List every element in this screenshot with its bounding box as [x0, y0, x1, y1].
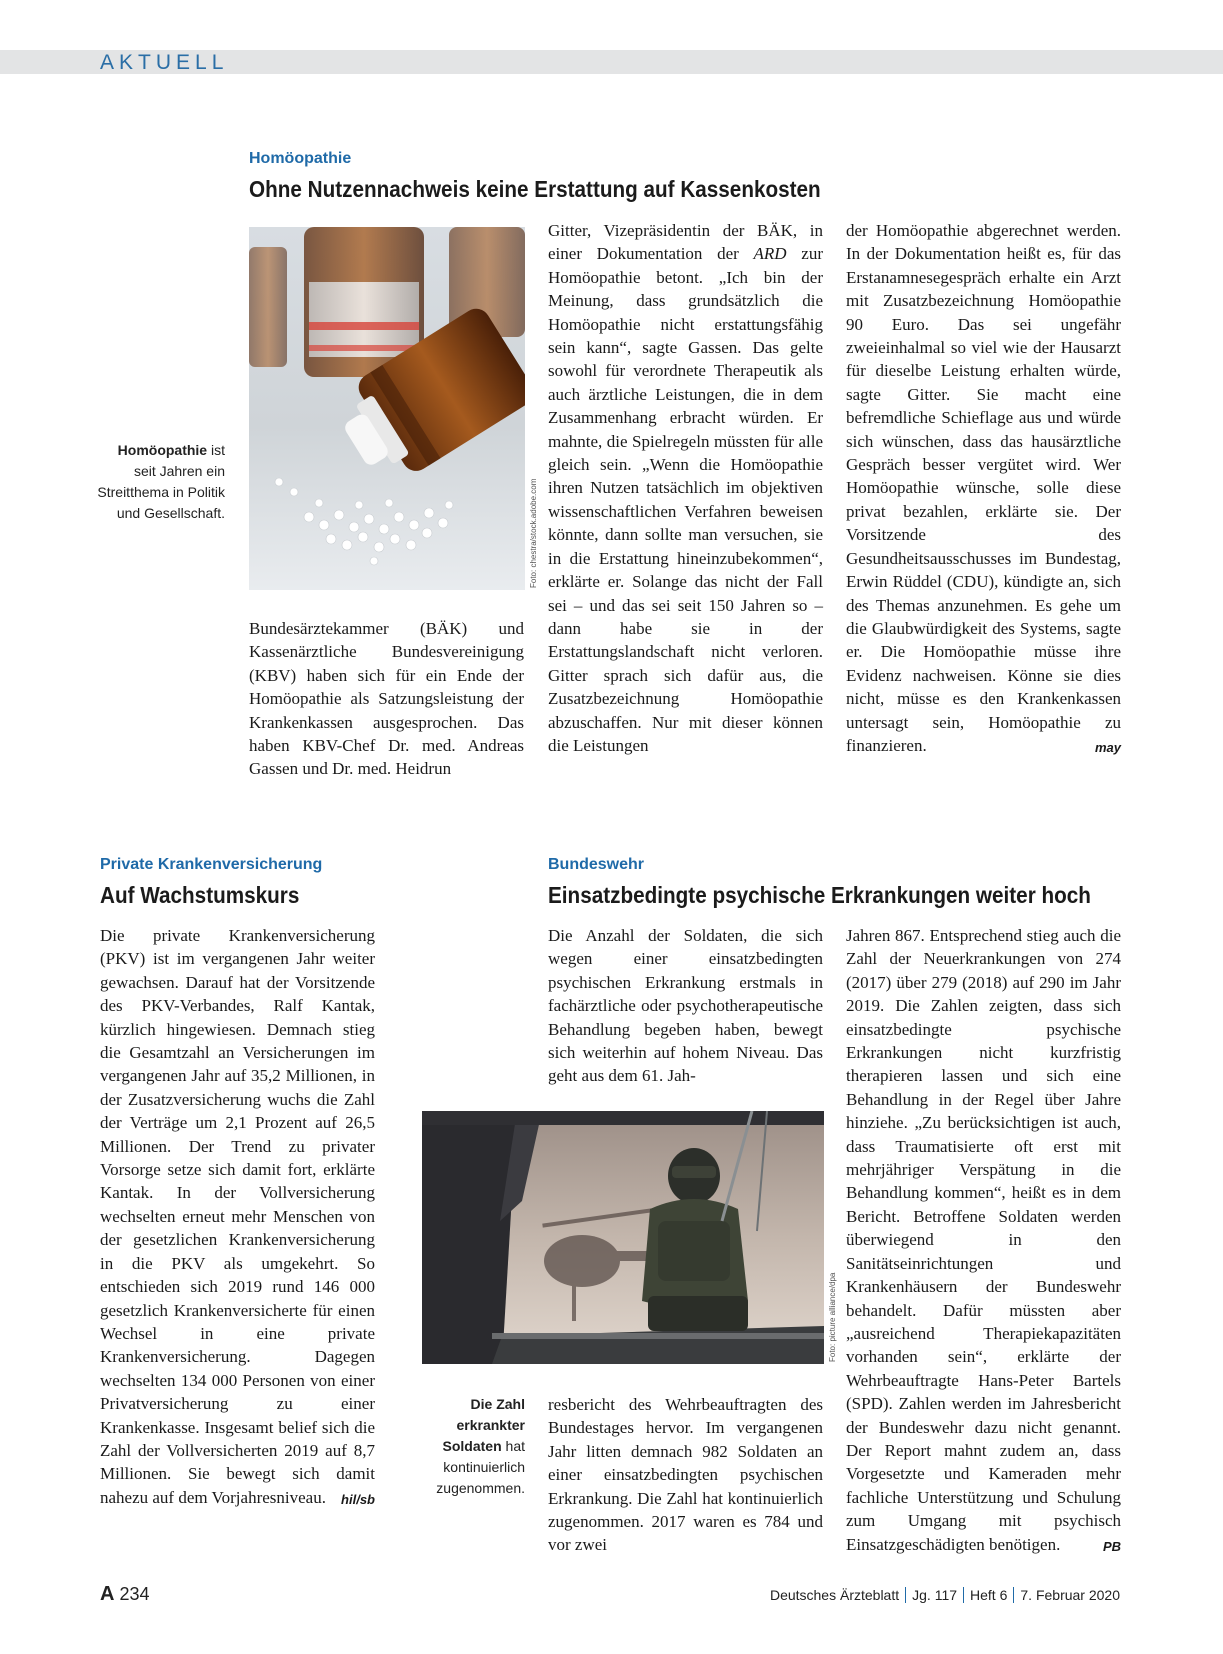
article1-col3-paragraph [846, 219, 1121, 757]
article1-col2-text-a: Gitter, Vizepräsidentin der BÄK, in einer Dokumentation der [548, 221, 823, 264]
article3-col1-top-text: Die Anzahl der Soldaten, die sich wegen einer einsatzbedingten psychischen Erkrankung erstmals in fachärztliche oder psychotherapeutische Behandlung begeben haben, bewegt sich weiterhin auf hohem Niveau. Das geht aus dem 61. Jah- [548, 926, 823, 1086]
separator [1013, 1587, 1014, 1603]
page-prefix: A [100, 1583, 115, 1605]
caption-bold: Homöopathie [117, 442, 208, 458]
article3-col2-paragraph [846, 924, 1121, 1556]
article3-col1-bottom-text: resbericht des Wehrbeauftragten des Bundestages hervor. Im vergangenen Jahr litten demnach 982 Soldaten an einer einsatzbedingten psychischen Erkrankung. Die Zahl hat kontinuierlich zugenommen. 2017 waren es 784 und vor zwei [548, 1395, 823, 1555]
article1-headline: Ohne Nutzennachweis keine Erstattung auf Kassenkosten [249, 176, 821, 202]
article1-caption [95, 440, 225, 524]
article1-col1-text: Bundesärztekammer (BÄK) und Kassenärztliche Bundesvereinigung (KBV) haben sich für ein Ende der Homöopathie als Satzungsleistung der Krankenkassen ausgesprochen. Das haben KBV-Chef Dr. med. Andreas Gassen und Dr. med. Heidrun [249, 619, 524, 779]
page-number [100, 1583, 150, 1606]
article3-column-1-top [548, 924, 823, 1088]
article2-column [100, 924, 375, 1511]
soldier-photo [422, 1111, 824, 1364]
journal-date: 7. Februar 2020 [1020, 1587, 1120, 1603]
journal-issue: Heft 6 [970, 1587, 1008, 1603]
caption-bold: Die Zahl erkrankter Soldaten [442, 1396, 525, 1454]
article3-column-1-bottom [548, 1393, 823, 1557]
article3-photo-credit: Foto: picture alliance/dpa [828, 1272, 837, 1362]
journal-volume: Jg. 117 [912, 1587, 958, 1603]
separator [963, 1587, 964, 1603]
caption-text: ist seit Jahren ein Streitthema in Politik und Gesellschaft. [97, 442, 225, 521]
article1-column-2 [548, 219, 823, 757]
article1-column-3 [846, 219, 1121, 759]
article1-col2-ard: ARD [753, 244, 787, 264]
article2-paragraph [100, 924, 375, 1509]
article3-col2-text: Jahren 867. Entsprechend stieg auch die Zahl der Neuerkrankungen von 274 (2017) über 279 (2018) auf 290 im Jahr 2019. Die Zahlen zeigten, dass sich einsatzbedingte psychische Erkrankungen nicht kurzfristig therapieren lassen und sich eine Behandlung in der Regel über Jahre hinziehe. „Zu berücksichtigen ist auch, dass Traumatisierte oft erst mit mehrjähriger Verspätung in die Behandlung kommen“, heißt es in dem Bericht. Betroffene Soldaten werden überwiegend in den Sanitätseinrichtungen und Krankenhäusern der Bundeswehr behandelt. Dafür müssten aber „ausreichend Therapiekapazitäten vorhanden sein“, erklärte der Wehrbeauftragte Hans-Peter Bartels (SPD). Zahlen werden im Jahresbericht der Bundeswehr dazu nicht genannt. Der Report mahnt zudem an, dass Vorgesetzte und Kameraden mehr fachliche Unterstützung und Schulung zum Umgang mit psychisch Einsatzgeschädigten benötigen. [846, 926, 1121, 1554]
publication-info [770, 1587, 1120, 1603]
article1-col2-paragraph [548, 219, 823, 757]
separator [905, 1587, 906, 1603]
homeopathy-photo [249, 227, 525, 590]
article1-kicker: Homöopathie [249, 150, 352, 167]
article3-signature: PB [1102, 1538, 1121, 1554]
article1-col3-text: der Homöopathie abgerechnet werden. In der Dokumentation heißt es, für das Erstanamnesegespräch erhalte ein Arzt mit Zusatzbezeichnung Homöopathie 90 Euro. Das sei ungefähr zweieinhalmal so viel wie der Hausarzt für dieselbe Leistung erhalten würde, sagte Gitter. Sie macht eine befremdliche Schieflage aus und würde sich wünschen, dass das hausärztliche Gespräch besser vergütet wird. Wer Homöopathie wünsche, solle diese privat bezahlen, erklärte sie. Der Vorsitzende des Gesundheitsausschusses im Bundestag, Erwin Rüddel (CDU), kündigte an, sich des Themas anzunehmen. Es gehe um die Glaubwürdigkeit des Systems, sagte er. Die Homöopathie müsse ihre Evidenz nachweisen. Könne sie dies nicht, müsse es den Krankenkassen untersagt sein, Homöopathie zu finanzieren. [846, 221, 1121, 755]
article3-column-2 [846, 924, 1121, 1558]
caption-text: hat kontinuierlich zugenommen. [436, 1438, 525, 1496]
article2-headline: Auf Wachstumskurs [100, 882, 300, 908]
article2-kicker: Private Krankenversicherung [100, 856, 323, 873]
section-label: AKTUELL [100, 51, 229, 74]
article3-headline: Einsatzbedingte psychische Erkrankungen weiter hoch [548, 882, 1091, 908]
article1-photo-credit: Foto: chestra/stock.adobe.com [529, 478, 538, 588]
article1-column-1 [249, 617, 524, 781]
article2-body: Die private Krankenversicherung (PKV) ist im vergangenen Jahr weiter gewachsen. Darauf hat der Vorsitzende des PKV-Verbandes, Ralf Kantak, kürzlich hingewiesen. Demnach stieg die Gesamtzahl an Versicherungen im vergangenen Jahr auf 35,2 Millionen, in der Zusatzversicherung wuchs die Zahl der Verträge um 2,1 Prozent auf 26,5 Millionen. Der Trend zu privater Vorsorge setze sich damit fort, erklärte Kantak. In der Vollversicherung wechselten erneut mehr Menschen von der gesetzlichen Krankenversicherung in die PKV als umgekehrt. So entschieden sich 2019 rund 146 000 gesetzlich Krankenversicherte für einen Wechsel in eine private Krankenversicherung. Dagegen wechselten 134 000 Personen von einer Privatversicherung zu einer Krankenkasse. Insgesamt belief sich die Zahl der Vollversicherten 2019 auf 8,7 Millionen. Sie bewegt sich damit nahezu auf dem Vorjahresniveau. [100, 926, 375, 1507]
page-number-value: 234 [119, 1584, 150, 1604]
article1-signature: may [1094, 739, 1121, 755]
article3-kicker: Bundeswehr [548, 856, 645, 873]
article2-signature: hil/sb [341, 1491, 375, 1507]
journal-name: Deutsches Ärzteblatt [769, 1587, 900, 1603]
article1-col2-text-b: zur Homöopathie betont. „Ich bin der Meinung, dass grundsätzlich die Homöopathie nicht erstattungsfähig sein kann“, sagte Gassen. Das gelte sowohl für verordnete Therapeutik als auch ärztliche Leistungen, die in dem Zusammenhang erbracht würden. Er mahnte, die Spielregeln müssten für alle gleich sein. „Wenn die Homöopathie ihren Nutzen tatsächlich im objektiven wissenschaftlichen Verfahren beweisen könnte, dann sollte man versuchen, sie in die Erstattung hineinzubekommen“, erklärte er. Solange das nicht der Fall sei – und das sei seit 150 Jahren so – dann habe sie in der Erstattungslandschaft nicht verloren. Gitter sprach sich dafür aus, die Zusatzbezeichnung Homöopathie abzuschaffen. Nur mit dieser können die Leistungen [548, 244, 823, 755]
article3-caption [415, 1394, 525, 1499]
